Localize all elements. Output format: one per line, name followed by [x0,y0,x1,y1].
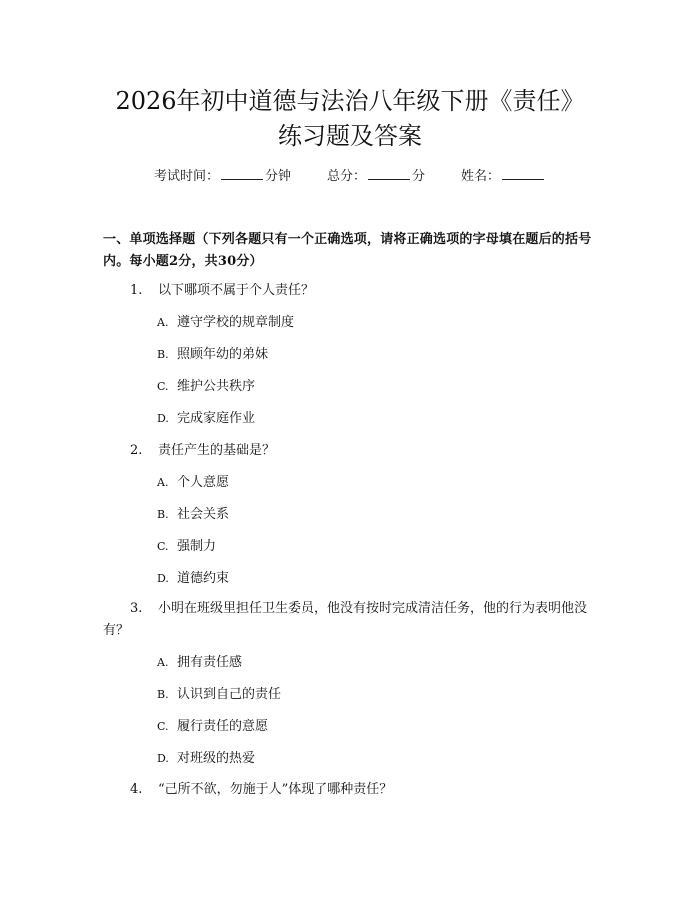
question-number: 4. [130,782,143,797]
question-1 [130,280,600,302]
question-3 [103,598,599,642]
total-score-label: 总分： [326,169,366,184]
question-2-option-a [157,473,597,493]
option-letter: C. [157,540,169,553]
question-text: 以下哪项不属于个人责任？ [158,283,315,298]
question-4 [130,779,600,801]
option-text: 对班级的热爱 [177,751,256,766]
option-text: 强制力 [177,539,217,554]
option-letter: C. [157,720,169,733]
document-title-line1: 2026年初中道德与法治八年级下册《责任》 [115,87,585,115]
total-score-blank [368,167,410,180]
total-score-unit: 分 [412,169,426,184]
question-3-option-c [157,717,597,737]
option-letter: B. [157,688,169,701]
question-number: 3. [130,601,143,616]
question-3-option-b [157,685,597,705]
option-letter: A. [157,656,169,669]
option-letter: B. [157,348,169,361]
name-label: 姓名： [461,169,501,184]
option-text: 社会关系 [177,507,230,522]
exam-time-blank [221,167,263,180]
question-2 [130,440,600,462]
option-text: 完成家庭作业 [177,411,256,426]
option-text: 遵守学校的规章制度 [177,315,295,330]
option-text: 认识到自己的责任 [177,687,282,702]
document-title-line2: 练习题及答案 [278,122,422,150]
exam-info-line [60,167,640,187]
question-2-option-d [157,569,597,589]
option-text: 维护公共秩序 [177,379,256,394]
question-3-option-a [157,653,597,673]
option-letter: D. [157,752,169,765]
option-text: 拥有责任感 [177,655,243,670]
option-letter: A. [157,316,169,329]
option-text: 个人意愿 [177,475,230,490]
question-number: 2. [130,443,143,458]
question-text: 责任产生的基础是？ [158,443,276,458]
question-1-option-c [157,377,597,397]
exam-time-unit: 分钟 [264,169,291,184]
option-text: 照顾年幼的弟妹 [177,347,269,362]
exam-time-label: 考试时间： [153,169,219,184]
question-1-option-d [157,409,597,429]
question-1-option-b [157,345,597,365]
option-letter: D. [157,412,169,425]
question-2-option-b [157,505,597,525]
section-heading: 一、单项选择题（下列各题只有一个正确选项，请将正确选项的字母填在题后的括号内。每小题2分，共30分） [103,232,592,269]
option-text: 道德约束 [177,571,230,586]
question-3-option-d [157,749,597,769]
option-letter: A. [157,476,169,489]
option-letter: D. [157,572,169,585]
question-2-option-c [157,537,597,557]
question-number: 1. [130,283,143,298]
option-text: 履行责任的意愿 [177,719,269,734]
question-text: “己所不欲，勿施于人”体现了哪种责任？ [158,782,393,797]
question-text: 小明在班级里担任卫生委员，他没有按时完成清洁任务，他的行为表明他没有？ [103,601,588,638]
option-letter: C. [157,380,169,393]
name-blank [502,167,544,180]
question-1-option-a [157,313,597,333]
option-letter: B. [157,508,169,521]
